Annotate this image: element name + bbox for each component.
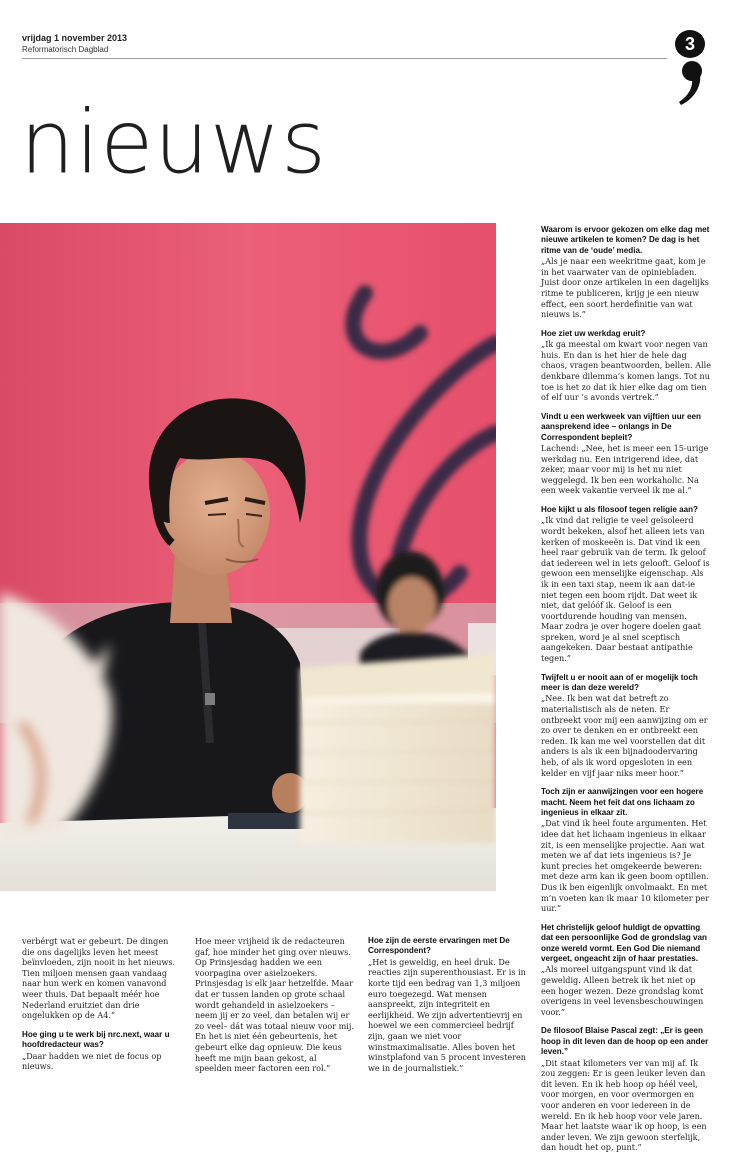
answer: „Daar hadden we niet de focus op nieuws.: [22, 1050, 162, 1072]
question: Waarom is ervoor gekozen om elke dag met nieuwe artikelen te komen? De dag is het ritme van de ‘oude’ media.: [541, 225, 710, 255]
answer: „Nee. Ik ben wat dat betreft zo materialistisch als de neten. Er ontbreekt voor mij een aanwijzing om er zo over te denken en er ontbreekt een reden. Ik kan me wel voorstellen dat dit anders is als ik een bijnadoodervaring heb, of als ik word opgesloten in een kelder en vijf jaar niks meer hoor.”: [541, 693, 708, 778]
answer: Lachend: „Nee, het is meer een 15-urige werkdag nu. Een intrigerend idee, dat zeker, maar voor mij is het nu niet weggelegd. Ik ben een workaholic. Na een week vakantie verveel ik me al.”: [541, 442, 709, 496]
bottom-column-2: [195, 936, 355, 1074]
body-text: Hoe meer vrijheid ik de redacteuren gaf, hoe minder het ging over nieuws. Op Prinsjesdag hadden we een voorpagina over asielzoekers. Prinsjesdag is elk jaar hetzelfde. Maar dat er tussen landen op grote schaal wordt gehandeld in asielzoekers –neem jij er zo veel, dan betalen wij er zo veel– dát was totaal nieuw voor mij. En het is niet één gebeurtenis, het gebeurt elke dag opnieuw. Die keus heeft me mijn baan gekost, al speelden meer factoren een rol.”: [195, 936, 354, 1074]
answer: „Ik ga meestal om kwart voor negen van huis. En dan is het hier de hele dag chaos, vragen beantwoorden, bellen. Alle denkbare dilemma’s komen langs. Tot nu toe is het zo dat ik hier elke dag om tien of elf uur ’s avonds vertrek.”: [541, 339, 712, 403]
interview-right-column: [541, 225, 711, 1153]
question: Het christelijk geloof huldigt de opvatting dat een persoonlijke God de grondslag van onze wereld vormt. Een God Die niemand vergeet, ongeacht zijn of haar prestaties.: [541, 922, 707, 963]
question: Hoe ziet uw werkdag eruit?: [541, 328, 646, 338]
bottom-column-1: [22, 936, 182, 1072]
question: Hoe zijn de eerste ervaringen met De Correspondent?: [368, 936, 510, 956]
question: Vindt u een werkweek van vijftien uur een aansprekend idee – onlangs in De Correspondent bepleit?: [541, 411, 701, 442]
photo-editor-at-desk-icon: [0, 223, 496, 891]
answer: „Als moreel uitgangspunt vind ik dat geweldig. Alleen betrek ik het niet op een hoger wezen. Deze grondslag komt overigens in veel levensbeschouwingen voor.”: [541, 964, 704, 1017]
masthead-paper: Reformatorisch Dagblad: [22, 45, 109, 54]
body-text: verbérgt wat er gebeurt. De dingen die ons dagelijks leven het meest beïnvloeden, zijn nooit in het nieuws. Tien miljoen mensen gaan vandaag naar hun werk en komen vanavond weer thuis. Dat bepaalt méér hoe Nederland eruitziet dan drie ongelukken op de A4.”: [22, 936, 176, 1021]
page-number-badge: 3: [675, 30, 705, 58]
question: Hoe kijkt u als filosoof tegen religie aan?: [541, 504, 698, 514]
header-rule: [22, 58, 667, 59]
question: De filosoof Blaise Pascal zegt: „Er is geen hoop in dit leven dan de hoop op een ander leven.”: [541, 1026, 709, 1057]
bottom-column-3: [368, 936, 528, 1073]
editor-photo: [0, 223, 496, 891]
page-comma-icon: [678, 60, 704, 106]
answer: „Het is geweldig, en heel druk. De reacties zijn superenthousiast. Er is in korte tijd een bedrag van 1,3 miljoen euro toegezegd. Wat mensen aanspreekt, zijn integriteit en eerlijkheid. We zijn advertentievrij en hoewel we een commercieel bedrijf zijn, gaan we niet voor winstmaximalisatie. Alles boven het winstplafond van 5 procent investeren we in de journalistiek.”: [368, 956, 526, 1073]
answer: „Ik vind dat religie te veel geïsoleerd wordt bekeken, alsof het alleen iets van kerken of moskeeën is. Dat vind ik een heel raar gebruik van de term. Ik geloof dat iedereen wel in iets gelooft. Geloof is gewoon een menselijke eigenschap. Als ik in een taxi stap, neem ik aan dat-ie niet tegen een boom rijdt. Dat weet ik niet, dat gelóóf ik. Geloof is een voortdurende houding van mensen. Maar zodra je over hogere doelen gaat spreken, word je al snel sceptisch aangekeken. Daar bestaat antipathie tegen.”: [541, 515, 710, 664]
question: Hoe ging u te werk bij nrc.next, waar u hoofdredacteur was?: [22, 1029, 170, 1050]
answer: „Dat vind ik heel foute argumenten. Het idee dat het lichaam ingenieus in elkaar zit, is een menselijke projectie. Aan wat meten we af dat iets ingenieus is? Je kunt precies het omgekeerde beweren: met deze arm kan ik geen boom optillen. Dus ik ben eigenlijk onvolmaakt. En met m’n voeten kan ik maar 10 kilometer per uur.”: [541, 818, 710, 914]
masthead-date: vrijdag 1 november 2013: [22, 33, 128, 43]
answer: „Als je naar een weekritme gaat, kom je in het vaarwater van de opiniebladen. Juist door onze artikelen in een dagelijks ritme te publiceren, krijg je een nieuw effect, een soort herdefinitie van wat nieuws is.”: [541, 256, 709, 320]
section-title: nieuws: [20, 92, 327, 194]
question: Twijfelt u er nooit aan of er mogelijk toch meer is dan deze wereld?: [541, 672, 698, 693]
answer: „Dit staat kilometers ver van mij af. Ik zou zeggen: Er is geen leuker leven dan dit leven. En ik heb hoop op héél veel, voor morgen, en voor overmorgen en voor anderen en voor iedereen in de wereld. En ik heb hoop voor vele jaren. Maar het laatste waar ik op hoop, is een ander leven. We zijn gewoon sterfelijk, dan houdt het op, punt.”: [541, 1057, 707, 1153]
question: Toch zijn er aanwijzingen voor een hogere macht. Neem het feit dat ons lichaam zo ingenieus in elkaar zit.: [541, 787, 704, 818]
